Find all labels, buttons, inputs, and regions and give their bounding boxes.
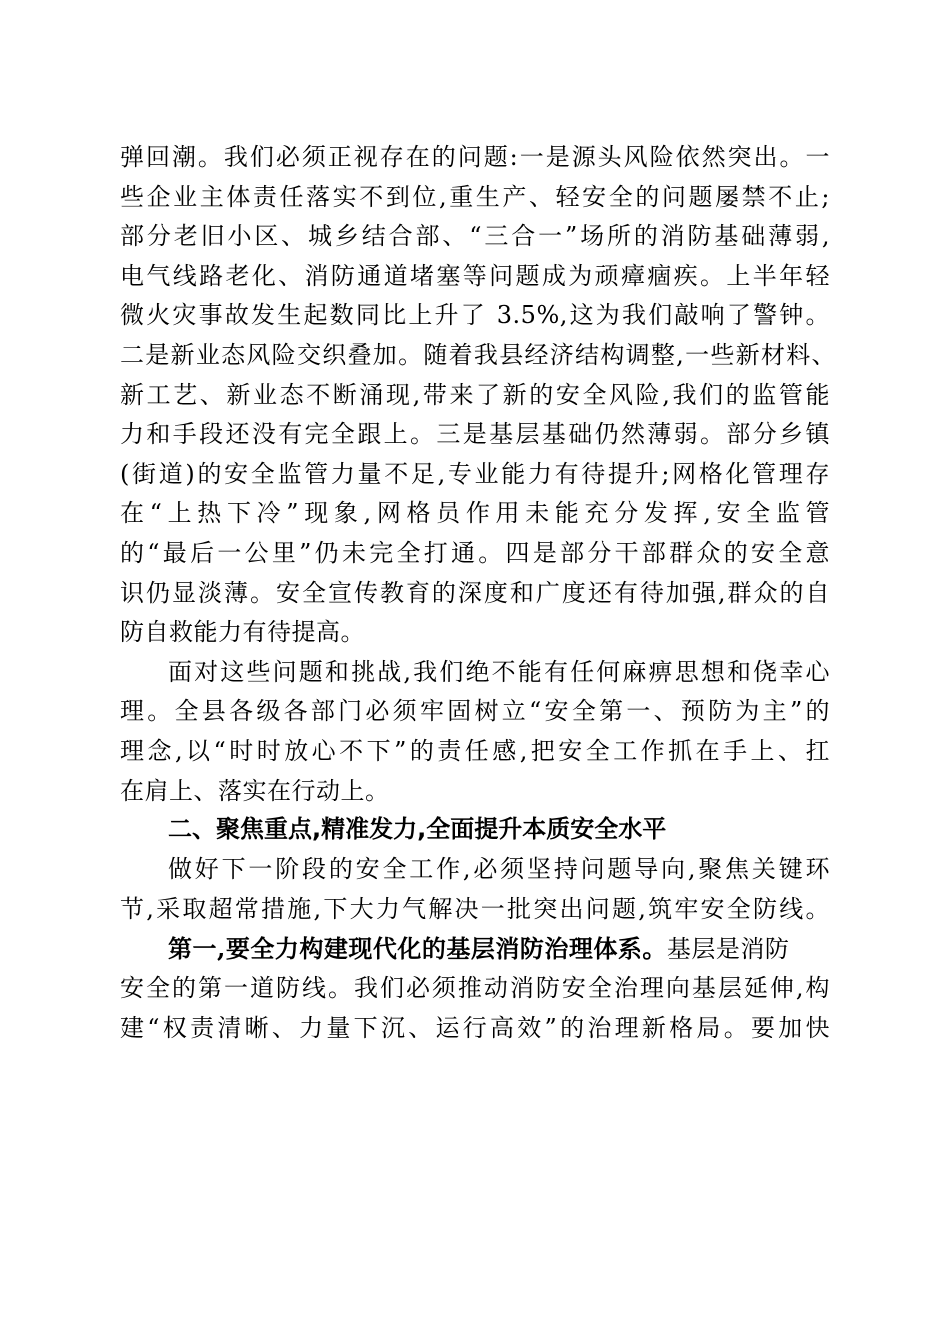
body-text-line: 新工艺、新业态不断涌现,带来了新的安全风险,我们的监管能	[120, 381, 830, 409]
body-text-line: 微火灾事故发生起数同比上升了 3.5%,这为我们敲响了警钟。	[120, 301, 830, 329]
body-text-line: 在“上热下冷”现象,网格员作用未能充分发挥,安全监管	[120, 499, 830, 527]
body-text-line: 面对这些问题和挑战,我们绝不能有任何麻痹思想和侥幸心	[168, 658, 830, 686]
body-text-line: 做好下一阶段的安全工作,必须坚持问题导向,聚焦关键环	[168, 855, 830, 883]
body-text-line: 理念,以“时时放心不下”的责任感,把安全工作抓在手上、扛	[120, 737, 830, 765]
body-text-span: 基层是消防	[666, 935, 790, 963]
body-text-line: 电气线路老化、消防通道堵塞等问题成为顽瘴痼疾。上半年轻	[120, 262, 830, 290]
paragraph-lead-sentence: 第一,要全力构建现代化的基层消防治理体系。	[168, 934, 667, 963]
body-text-line: 二是新业态风险交织叠加。随着我县经济结构调整,一些新材料、	[120, 341, 836, 369]
body-text-line: 部分老旧小区、城乡结合部、“三合一”场所的消防基础薄弱,	[120, 222, 830, 250]
section-heading: 二、聚焦重点,精准发力,全面提升本质安全水平	[168, 815, 667, 843]
body-text-line: 理。全县各级各部门必须牢固树立“安全第一、预防为主”的	[120, 697, 830, 725]
body-text-line: 的“最后一公里”仍未完全打通。四是部分干部群众的安全意	[120, 539, 830, 567]
body-text-line: 防自救能力有待提高。	[120, 618, 365, 646]
body-text-line: 些企业主体责任落实不到位,重生产、轻安全的问题屡禁不止;	[120, 183, 830, 211]
body-text-line: 在肩上、落实在行动上。	[120, 777, 390, 805]
body-text-line: 识仍显淡薄。安全宣传教育的深度和广度还有待加强,群众的自	[120, 579, 830, 607]
body-text-line: 建“权责清晰、力量下沉、运行高效”的治理新格局。要加快	[120, 1014, 830, 1042]
body-text-line: 弹回潮。我们必须正视存在的问题:一是源头风险依然突出。一	[120, 143, 830, 171]
body-text-line: (街道)的安全监管力量不足,专业能力有待提升;网格化管理存	[120, 460, 830, 488]
body-text-line	[168, 934, 830, 964]
body-text-line: 节,采取超常措施,下大力气解决一批突出问题,筑牢安全防线。	[120, 895, 830, 923]
body-text-line: 力和手段还没有完全跟上。三是基层基础仍然薄弱。部分乡镇	[120, 420, 830, 448]
body-text-line: 安全的第一道防线。我们必须推动消防安全治理向基层延伸,构	[120, 974, 830, 1002]
